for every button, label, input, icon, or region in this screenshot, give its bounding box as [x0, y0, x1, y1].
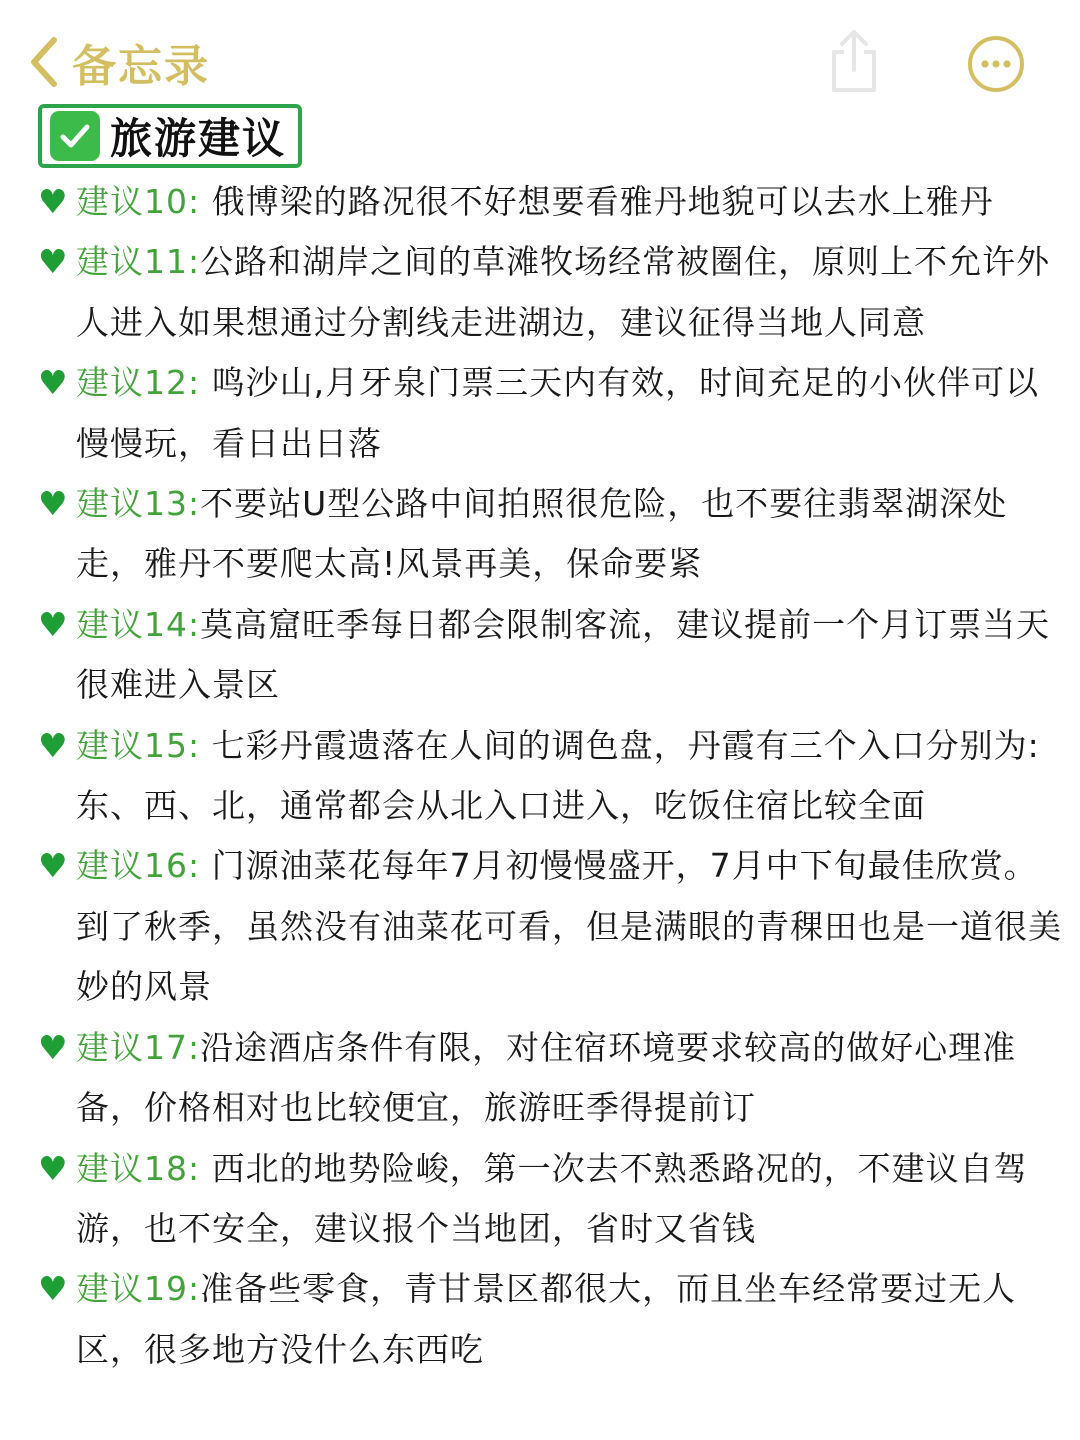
heart-icon: ♥	[38, 182, 69, 221]
heart-icon: ♥	[38, 1269, 69, 1309]
item-text: 莫高窟旺季每日都会限制客流，建议提前一个月订票当天很难进入景区	[76, 604, 1051, 705]
heart-icon: ♥	[38, 242, 69, 282]
item-label: 建议14:	[76, 604, 201, 644]
list-item	[38, 172, 1068, 232]
back-button[interactable]	[28, 30, 210, 94]
item-text: 不要站U型公路中间拍照很危险，也不要往翡翠湖深处走，雅丹不要爬太高!风景再美，保命要紧	[76, 484, 1008, 584]
item-text: 俄博梁的路况很不好想要看雅丹地貌可以去水上雅丹	[200, 182, 994, 221]
checkmark-icon	[50, 111, 100, 161]
item-text: 准备些零食，青甘景区都很大，而且坐车经常要过无人区，很多地方没什么东西吃	[76, 1269, 1017, 1369]
heart-icon: ♥	[38, 1027, 69, 1067]
chevron-left-icon	[28, 36, 58, 88]
list-item	[38, 353, 1068, 474]
more-icon	[966, 79, 1026, 98]
item-text: 公路和湖岸之间的草滩牧场经常被圈住，原则上不允许外人进入如果想通过分割线走进湖边，建议征得当地人同意	[76, 242, 1051, 342]
item-label: 建议18:	[76, 1148, 201, 1188]
list-item	[38, 1139, 1068, 1260]
item-label: 建议12:	[76, 363, 201, 403]
item-label: 建议17:	[76, 1027, 201, 1067]
item-text: 沿途酒店条件有限，对住宿环境要求较高的做好心理准备，价格相对也比较便宜，旅游旺季得提前订	[76, 1027, 1017, 1128]
heart-icon: ♥	[38, 604, 69, 644]
navigation-bar	[0, 0, 1080, 100]
more-button[interactable]	[966, 34, 1026, 98]
list-item	[38, 474, 1068, 595]
item-label: 建议11:	[76, 242, 201, 282]
item-text: 七彩丹霞遗落在人间的调色盘，丹霞有三个入口分别为:东、西、北，通常都会从北入口进入，吃饭住宿比较全面	[76, 725, 1040, 826]
heart-icon: ♥	[38, 846, 69, 886]
item-text: 鸣沙山,月牙泉门票三天内有效，时间充足的小伙伴可以慢慢玩，看日出日落	[76, 363, 1040, 463]
share-icon	[826, 79, 882, 98]
heart-icon: ♥	[38, 1148, 69, 1188]
list-item	[38, 716, 1068, 837]
item-label: 建议10:	[76, 182, 201, 221]
share-button[interactable]	[826, 28, 882, 98]
list-item	[38, 1259, 1068, 1380]
item-text: 西北的地势险峻，第一次去不熟悉路况的，不建议自驾游，也不安全，建议报个当地团，省时又省钱	[76, 1148, 1028, 1248]
heart-icon: ♥	[38, 725, 69, 765]
list-item	[38, 1018, 1068, 1139]
item-text: 门源油菜花每年7月初慢慢盛开，7月中下旬最佳欣赏。到了秋季，虽然没有油菜花可看，但是满眼的青稞田也是一道很美妙的风景	[76, 846, 1062, 1007]
item-label: 建议19:	[76, 1269, 201, 1309]
list-item	[38, 836, 1068, 1017]
note-title	[38, 104, 302, 168]
item-label: 建议16:	[76, 846, 201, 886]
note-body	[38, 172, 1068, 1380]
list-item	[38, 232, 1068, 353]
item-label: 建议13:	[76, 484, 201, 524]
heart-icon: ♥	[38, 363, 69, 403]
note-title-text: 旅游建议	[110, 114, 287, 163]
item-label: 建议15:	[76, 725, 201, 765]
heart-icon: ♥	[38, 484, 69, 524]
back-label: 备忘录	[72, 41, 210, 92]
list-item	[38, 595, 1068, 716]
